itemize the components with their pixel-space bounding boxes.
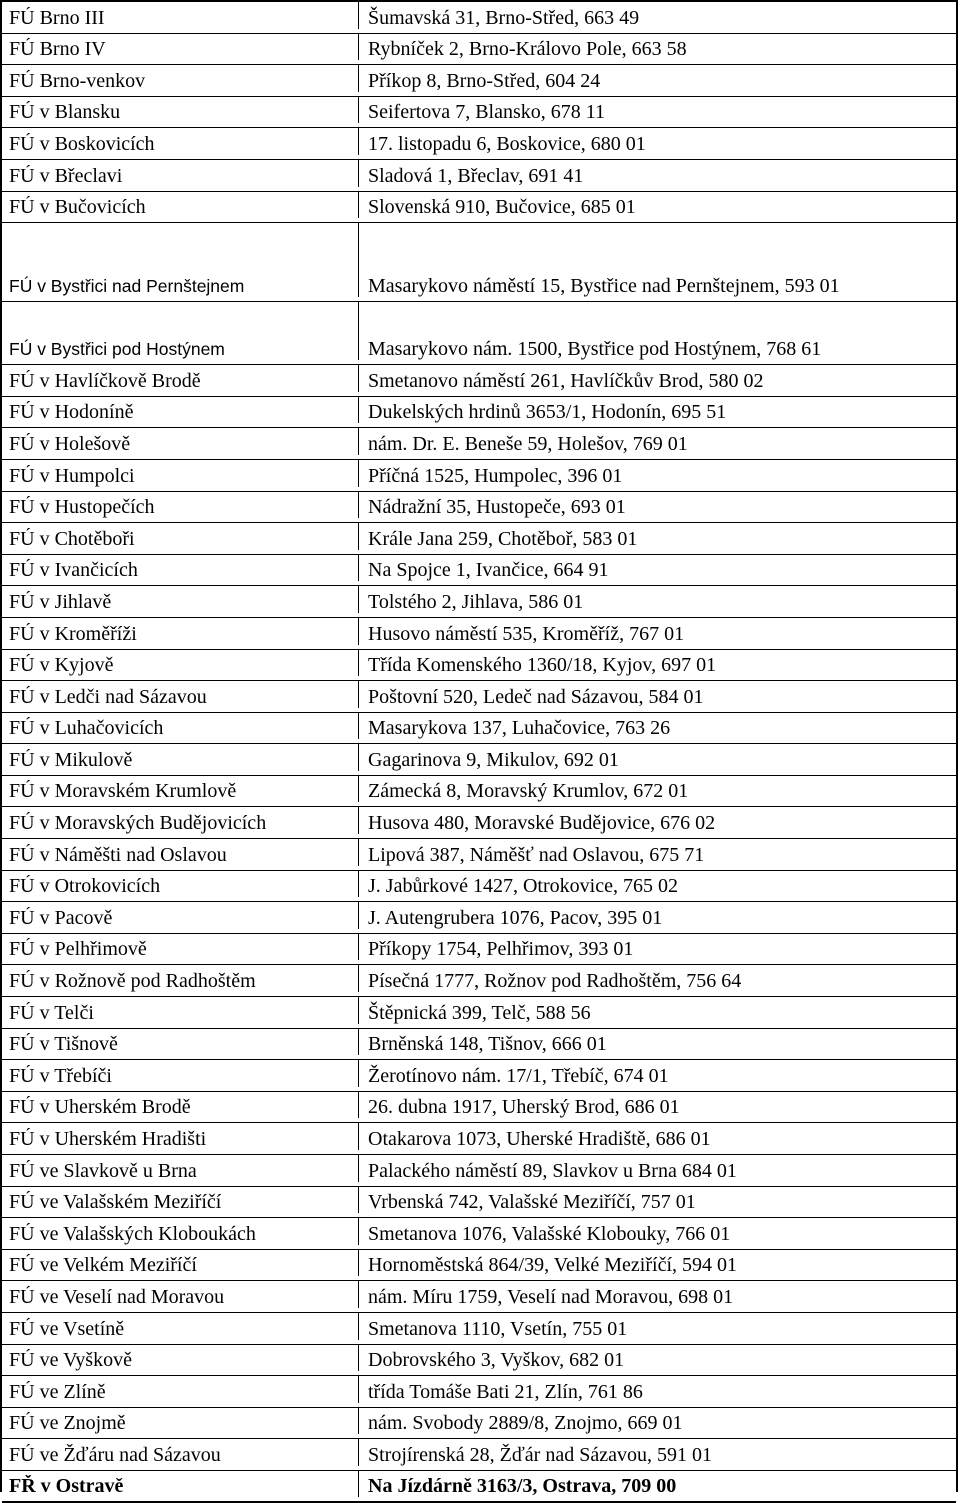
office-address [358, 744, 956, 771]
office-address [358, 1250, 956, 1277]
office-name: FÚ v Jihlavě [9, 590, 112, 613]
office-address [358, 97, 956, 124]
table-row [2, 1281, 956, 1313]
office-name: FÚ v Chotěboři [9, 527, 135, 550]
office-address-text: Zámecká 8, Moravský Krumlov, 672 01 [368, 780, 689, 803]
office-address [358, 160, 956, 187]
office-address [358, 871, 956, 898]
office-name: FÚ v Otrokovicích [9, 875, 161, 898]
table-row [2, 460, 956, 492]
office-name: FÚ v Bystřici nad Pernštejnem [9, 276, 245, 297]
office-address-text: Masarykovo nám. 1500, Bystřice pod Hostýnem, 768 61 [368, 338, 822, 361]
office-address [358, 492, 956, 519]
office-address [358, 1218, 956, 1245]
office-address [358, 902, 956, 929]
office-address-text: Otakarova 1073, Uherské Hradiště, 686 01 [368, 1128, 711, 1150]
office-address [358, 1345, 956, 1372]
office-address-text: Příčná 1525, Humpolec, 396 01 [368, 464, 623, 487]
office-address [358, 555, 956, 582]
office-address [358, 365, 956, 392]
office-name: FÚ v Moravských Budějovicích [9, 812, 267, 835]
office-name: FÚ v Pelhřimově [9, 938, 147, 961]
table-row [2, 302, 956, 365]
office-address [358, 65, 956, 92]
office-name: FÚ v Kyjově [9, 654, 114, 677]
table-row [2, 713, 956, 745]
table-row [2, 523, 956, 555]
office-name: FÚ v Havlíčkově Brodě [9, 369, 201, 392]
table-row [2, 650, 956, 682]
office-address-text: Palackého náměstí 89, Slavkov u Brna 684 01 [368, 1159, 737, 1182]
office-address-text: Poštovní 520, Ledeč nad Sázavou, 584 01 [368, 685, 704, 708]
office-name: FÚ v Telči [9, 1001, 94, 1024]
office-name: FÚ v Mikulově [9, 748, 133, 771]
table-row [2, 223, 956, 302]
office-name: FÚ ve Žďáru nad Sázavou [9, 1443, 221, 1466]
office-address-text: Na Jízdárně 3163/3, Ostrava, 709 00 [368, 1474, 677, 1497]
office-name: FÚ ve Zlíně [9, 1380, 106, 1403]
office-address [358, 34, 956, 61]
table-row [2, 807, 956, 839]
office-address [358, 428, 956, 455]
table-row [2, 1471, 956, 1503]
office-name: FÚ Brno-venkov [9, 69, 146, 92]
office-address-text: Nádražní 35, Hustopeče, 693 01 [368, 496, 626, 519]
table-row [2, 618, 956, 650]
office-address-text: Smetanova 1076, Valašské Klobouky, 766 01 [368, 1222, 731, 1245]
office-address-text: Brněnská 148, Tišnov, 666 01 [368, 1033, 607, 1056]
office-name: FÚ v Rožnově pod Radhoštěm [9, 970, 256, 993]
table-row [2, 1187, 956, 1219]
office-address [358, 1123, 956, 1150]
table-row [2, 839, 956, 871]
office-address [358, 223, 956, 297]
office-address-text: Smetanova 1110, Vsetín, 755 01 [368, 1317, 628, 1340]
office-name: FÚ ve Velkém Meziříčí [9, 1254, 197, 1277]
office-address-text: 26. dubna 1917, Uherský Brod, 686 01 [368, 1096, 680, 1119]
table-row [2, 1250, 956, 1282]
office-name: FÚ ve Znojmě [9, 1412, 126, 1435]
office-address [358, 1376, 956, 1403]
office-address-text: nám. Dr. E. Beneše 59, Holešov, 769 01 [368, 432, 688, 455]
office-address [358, 681, 956, 708]
office-name: FÚ v Břeclavi [9, 164, 123, 187]
office-name: FÚ Brno III [9, 6, 105, 29]
office-address [358, 807, 956, 834]
office-address [358, 460, 956, 487]
office-name: FÚ v Pacově [9, 906, 113, 929]
office-address-text: 17. listopadu 6, Boskovice, 680 01 [368, 132, 646, 155]
table-row [2, 428, 956, 460]
office-address-text: Sladová 1, Břeclav, 691 41 [368, 164, 584, 187]
office-address [358, 397, 956, 424]
office-name: FÚ v Moravském Krumlově [9, 780, 237, 803]
office-address [358, 650, 956, 677]
office-name: FÚ v Uherském Brodě [9, 1096, 191, 1119]
office-name: FÚ v Uherském Hradišti [9, 1128, 207, 1150]
office-address-text: Strojírenská 28, Žďár nad Sázavou, 591 01 [368, 1443, 712, 1466]
office-name: FÚ ve Vsetíně [9, 1317, 125, 1340]
office-address-text: Lipová 387, Náměšť nad Oslavou, 675 71 [368, 843, 705, 866]
table-row [2, 681, 956, 713]
office-address-text: Rybníček 2, Brno-Královo Pole, 663 58 [368, 38, 687, 61]
office-address [358, 713, 956, 740]
table-row [2, 776, 956, 808]
office-address [358, 2, 956, 29]
office-name: FÚ v Náměšti nad Oslavou [9, 843, 227, 866]
office-address-text: Gagarinova 9, Mikulov, 692 01 [368, 748, 619, 771]
table-row [2, 34, 956, 66]
office-address-text: Dobrovského 3, Vyškov, 682 01 [368, 1349, 625, 1372]
office-name: FÚ v Humpolci [9, 464, 135, 487]
table-row [2, 744, 956, 776]
table-row [2, 1313, 956, 1345]
table-row [2, 997, 956, 1029]
office-address [358, 1281, 956, 1308]
table-row [2, 1345, 956, 1377]
office-name: FÚ ve Slavkově u Brna [9, 1159, 197, 1182]
office-name: FÚ v Tišnově [9, 1033, 118, 1056]
table-row [2, 397, 956, 429]
office-name: FÚ v Třebíči [9, 1064, 112, 1087]
table-row [2, 934, 956, 966]
table-row [2, 365, 956, 397]
office-address-text: Písečná 1777, Rožnov pod Radhoštěm, 756 64 [368, 970, 742, 993]
office-address [358, 965, 956, 992]
table-row [2, 1029, 956, 1061]
office-name: FÚ v Bučovicích [9, 196, 146, 219]
office-address [358, 1155, 956, 1182]
office-address-text: Slovenská 910, Bučovice, 685 01 [368, 196, 636, 219]
office-name: FÚ ve Valašských Kloboukách [9, 1222, 256, 1245]
table-row [2, 492, 956, 524]
table-row [2, 871, 956, 903]
office-address-text: Šumavská 31, Brno-Střed, 663 49 [368, 6, 640, 29]
office-name: FÚ v Boskovicích [9, 132, 155, 155]
table-row [2, 1439, 956, 1471]
table-row [2, 192, 956, 224]
office-name: FŘ v Ostravě [9, 1474, 124, 1497]
office-address-text: Třída Komenského 1360/18, Kyjov, 697 01 [368, 654, 717, 677]
office-name: FÚ ve Valašském Meziříčí [9, 1191, 222, 1214]
table-row [2, 160, 956, 192]
office-name: FÚ v Bystřici pod Hostýnem [9, 339, 225, 360]
table-row [2, 2, 956, 34]
office-address-text: nám. Míru 1759, Veselí nad Moravou, 698 01 [368, 1285, 734, 1308]
table-row [2, 555, 956, 587]
office-address [358, 302, 956, 360]
office-address [358, 1408, 956, 1435]
office-name: FÚ v Holešově [9, 432, 131, 455]
office-address [358, 192, 956, 219]
table-row [2, 128, 956, 160]
office-name: FÚ ve Vyškově [9, 1349, 132, 1372]
office-address-text: Hornoměstská 864/39, Velké Meziříčí, 594 01 [368, 1254, 738, 1277]
office-address [358, 618, 956, 645]
office-address [358, 1471, 956, 1497]
table-row [2, 97, 956, 129]
office-name: FÚ v Kroměříži [9, 622, 137, 645]
office-address-text: Příkop 8, Brno-Střed, 604 24 [368, 69, 601, 92]
office-address-text: Příkopy 1754, Pelhřimov, 393 01 [368, 938, 634, 961]
office-address-text: třída Tomáše Bati 21, Zlín, 761 86 [368, 1380, 643, 1403]
office-address [358, 839, 956, 866]
table-row [2, 1060, 956, 1092]
office-address [358, 934, 956, 961]
office-address-text: Štěpnická 399, Telč, 588 56 [368, 1001, 591, 1024]
office-address-text: Žerotínovo nám. 17/1, Třebíč, 674 01 [368, 1064, 669, 1087]
office-name: FÚ v Ivančicích [9, 559, 138, 582]
table-row [2, 1218, 956, 1250]
office-address-text: Masarykovo náměstí 15, Bystřice nad Pernštejnem, 593 01 [368, 275, 840, 298]
office-address-text: Dukelských hrdinů 3653/1, Hodonín, 695 51 [368, 401, 727, 424]
table-row [2, 902, 956, 934]
office-address-text: Husova 480, Moravské Budějovice, 676 02 [368, 812, 716, 835]
office-address [358, 1060, 956, 1087]
office-address-text: Smetanovo náměstí 261, Havlíčkův Brod, 580 02 [368, 369, 764, 392]
office-address-text: Na Spojce 1, Ivančice, 664 91 [368, 559, 609, 582]
table-row [2, 1123, 956, 1155]
office-name: FÚ Brno IV [9, 38, 106, 61]
office-address [358, 1313, 956, 1340]
office-name: FÚ v Luhačovicích [9, 717, 164, 740]
table-row [2, 1408, 956, 1440]
office-address [358, 997, 956, 1024]
table-row [2, 1092, 956, 1124]
office-address-text: Seifertova 7, Blansko, 678 11 [368, 101, 606, 124]
office-address-text: Vrbenská 742, Valašské Meziříčí, 757 01 [368, 1191, 696, 1214]
table-row [2, 65, 956, 97]
office-address-text: Husovo náměstí 535, Kroměříž, 767 01 [368, 622, 685, 645]
office-address-text: Tolstého 2, Jihlava, 586 01 [368, 590, 584, 613]
office-name: FÚ ve Veselí nad Moravou [9, 1285, 225, 1308]
table-row [2, 1155, 956, 1187]
office-name: FÚ v Ledči nad Sázavou [9, 685, 207, 708]
office-address [358, 128, 956, 155]
office-address-text: Krále Jana 259, Chotěboř, 583 01 [368, 527, 638, 550]
office-address [358, 523, 956, 550]
office-address [358, 1029, 956, 1056]
office-name: FÚ v Blansku [9, 101, 121, 124]
office-address [358, 1092, 956, 1119]
office-address-text: J. Autengrubera 1076, Pacov, 395 01 [368, 906, 663, 929]
office-address-text: Masarykova 137, Luhačovice, 763 26 [368, 717, 671, 740]
office-address-text: nám. Svobody 2889/8, Znojmo, 669 01 [368, 1412, 683, 1435]
office-address [358, 1439, 956, 1466]
office-address [358, 776, 956, 803]
office-name: FÚ v Hodoníně [9, 401, 134, 424]
table-row [2, 1376, 956, 1408]
office-address [358, 586, 956, 613]
table-row [2, 965, 956, 997]
office-address-text: J. Jabůrkové 1427, Otrokovice, 765 02 [368, 875, 678, 898]
office-name: FÚ v Hustopečích [9, 496, 155, 519]
table-row [2, 586, 956, 618]
office-address [358, 1187, 956, 1214]
